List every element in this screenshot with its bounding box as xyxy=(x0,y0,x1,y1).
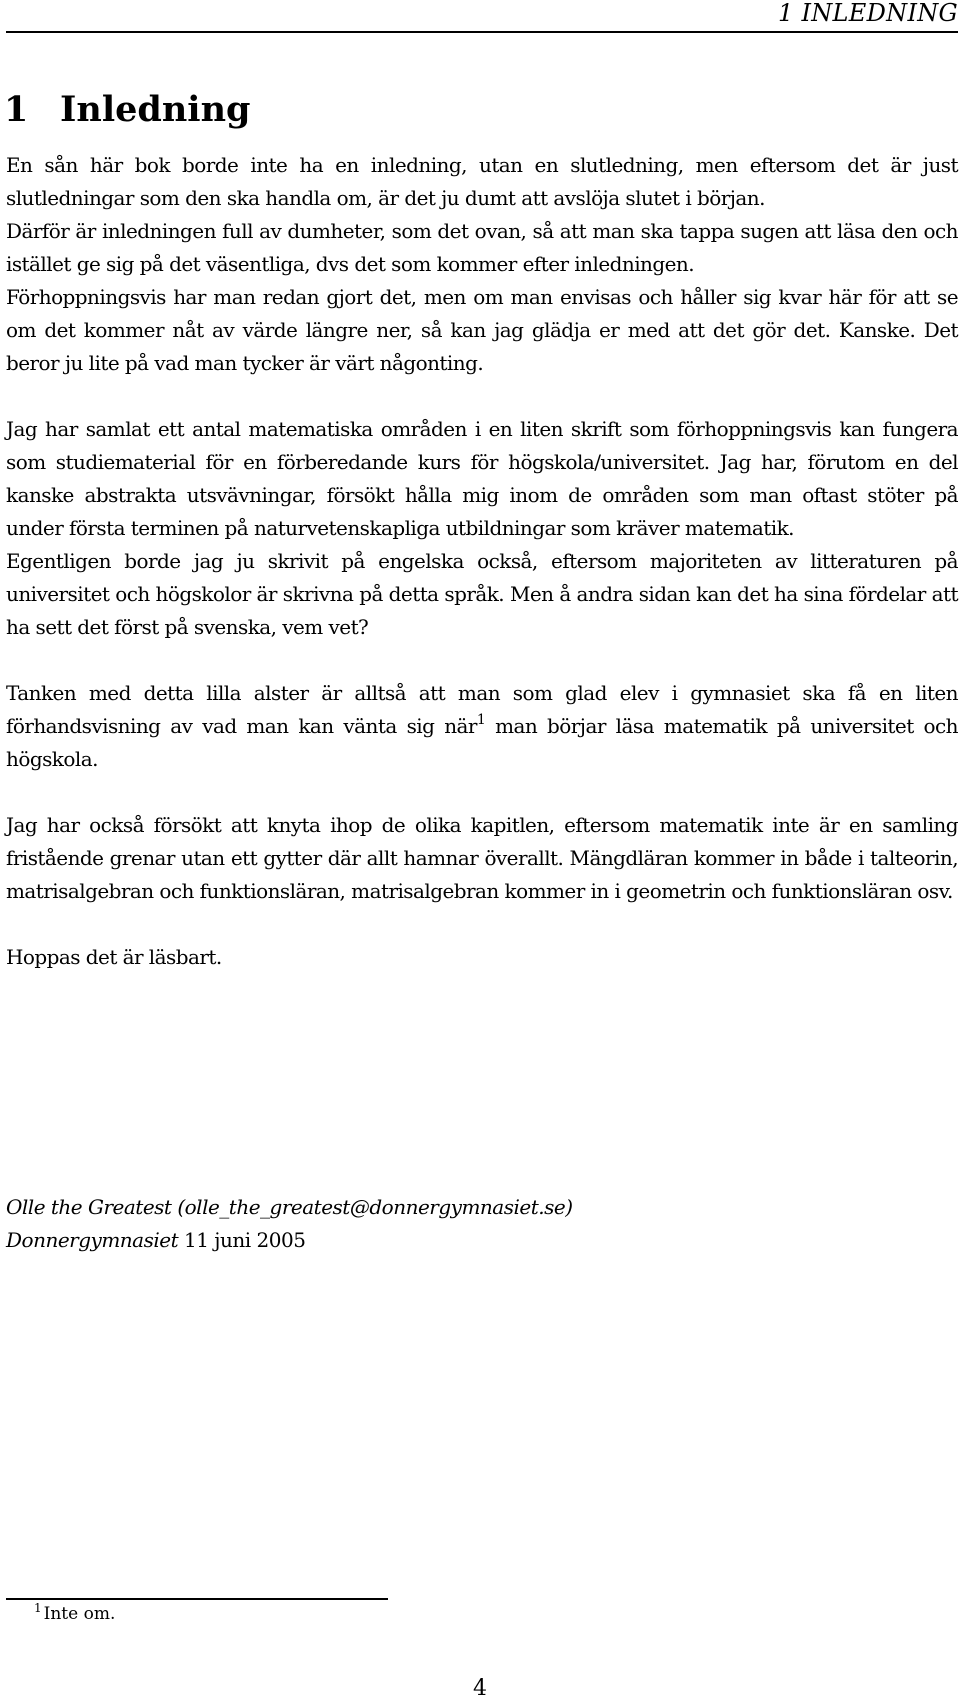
paragraph xyxy=(6,215,958,281)
footnote-reference[interactable]: 1 xyxy=(476,712,486,728)
paragraph-text: Tanken med detta lilla alster är alltså att man som glad elev i gymnasiet ska få en liten förhandsvisning av vad man kan vänta sig när xyxy=(6,681,958,738)
paragraph-text: Egentligen borde jag ju skrivit på engelska också, eftersom majoriteten av litteraturen på universitet och högskolor är skrivna på detta språk. Men å andra sidan kan det ha sina fördelar att ha sett det först på svenska, vem vet? xyxy=(6,549,958,639)
signature-author: Olle the Greatest (olle_the_greatest@donnergymnasiet.se) xyxy=(6,1195,573,1219)
paragraph-text: Jag har också försökt att knyta ihop de olika kapitlen, eftersom matematik inte är en samling fristående grenar utan ett gytter där allt hamnar överallt. Mängdläran kommer in både i talteorin, matrisalgebran och funktionsläran, matrisalgebran kommer in i geometrin och funktionsläran osv. xyxy=(6,813,958,903)
paragraph-text: Jag har samlat ett antal matematiska områden i en liten skrift som förhoppningsvis kan fungera som studiematerial för en förberedande kurs för högskola/universitet. Jag har, förutom en del kanske abstrakta utsvävningar, försökt hålla mig inom de områden som man oftast stöter på under första terminen på naturvetenskapliga utbildningar som kräver matematik. xyxy=(6,417,958,540)
signature-block xyxy=(6,1191,573,1257)
footnote-mark: 1 xyxy=(34,1601,42,1615)
running-header-title: 1 INLEDNING xyxy=(777,0,958,27)
paragraph xyxy=(6,677,958,776)
footnote-text: Inte om. xyxy=(43,1604,116,1624)
paragraph xyxy=(6,809,958,908)
body-text xyxy=(6,149,958,974)
paragraph xyxy=(6,941,958,974)
paragraph-text: En sån här bok borde inte ha en inledning, utan en slutledning, men eftersom det är just slutledningar som den ska handla om, är det ju dumt att avslöja slutet i början. xyxy=(6,153,958,210)
signature-place-date xyxy=(6,1224,573,1257)
footnote xyxy=(34,1602,115,1626)
paragraph-text: Förhoppningsvis har man redan gjort det, men om man envisas och håller sig kvar här för att se om det kommer nåt av värde längre ner, så kan jag glädja er med att det gör det. Kanske. Det beror ju lite på vad man tycker är värt någonting. xyxy=(6,285,958,375)
paragraph-text: Därför är inledningen full av dumheter, som det ovan, så att man ska tappa sugen att läsa den och istället ge sig på det väsentliga, dvs det som kommer efter inledningen. xyxy=(6,219,958,276)
page-number: 4 xyxy=(473,1676,487,1701)
running-header xyxy=(0,0,960,34)
paragraph xyxy=(6,281,958,380)
signature-school: Donnergymnasiet xyxy=(6,1228,179,1252)
paragraph xyxy=(6,545,958,644)
section-heading xyxy=(4,90,251,130)
paragraph-text: man börjar läsa matematik på universitet och högskola. xyxy=(6,714,958,771)
section-number: 1 xyxy=(4,89,29,130)
paragraph-text: Hoppas det är läsbart. xyxy=(6,945,222,969)
header-rule xyxy=(6,31,958,33)
paragraph xyxy=(6,413,958,545)
signature-date: 11 juni 2005 xyxy=(178,1228,306,1252)
section-title: Inledning xyxy=(60,89,251,130)
footnote-rule xyxy=(6,1598,388,1600)
paragraph xyxy=(6,149,958,215)
